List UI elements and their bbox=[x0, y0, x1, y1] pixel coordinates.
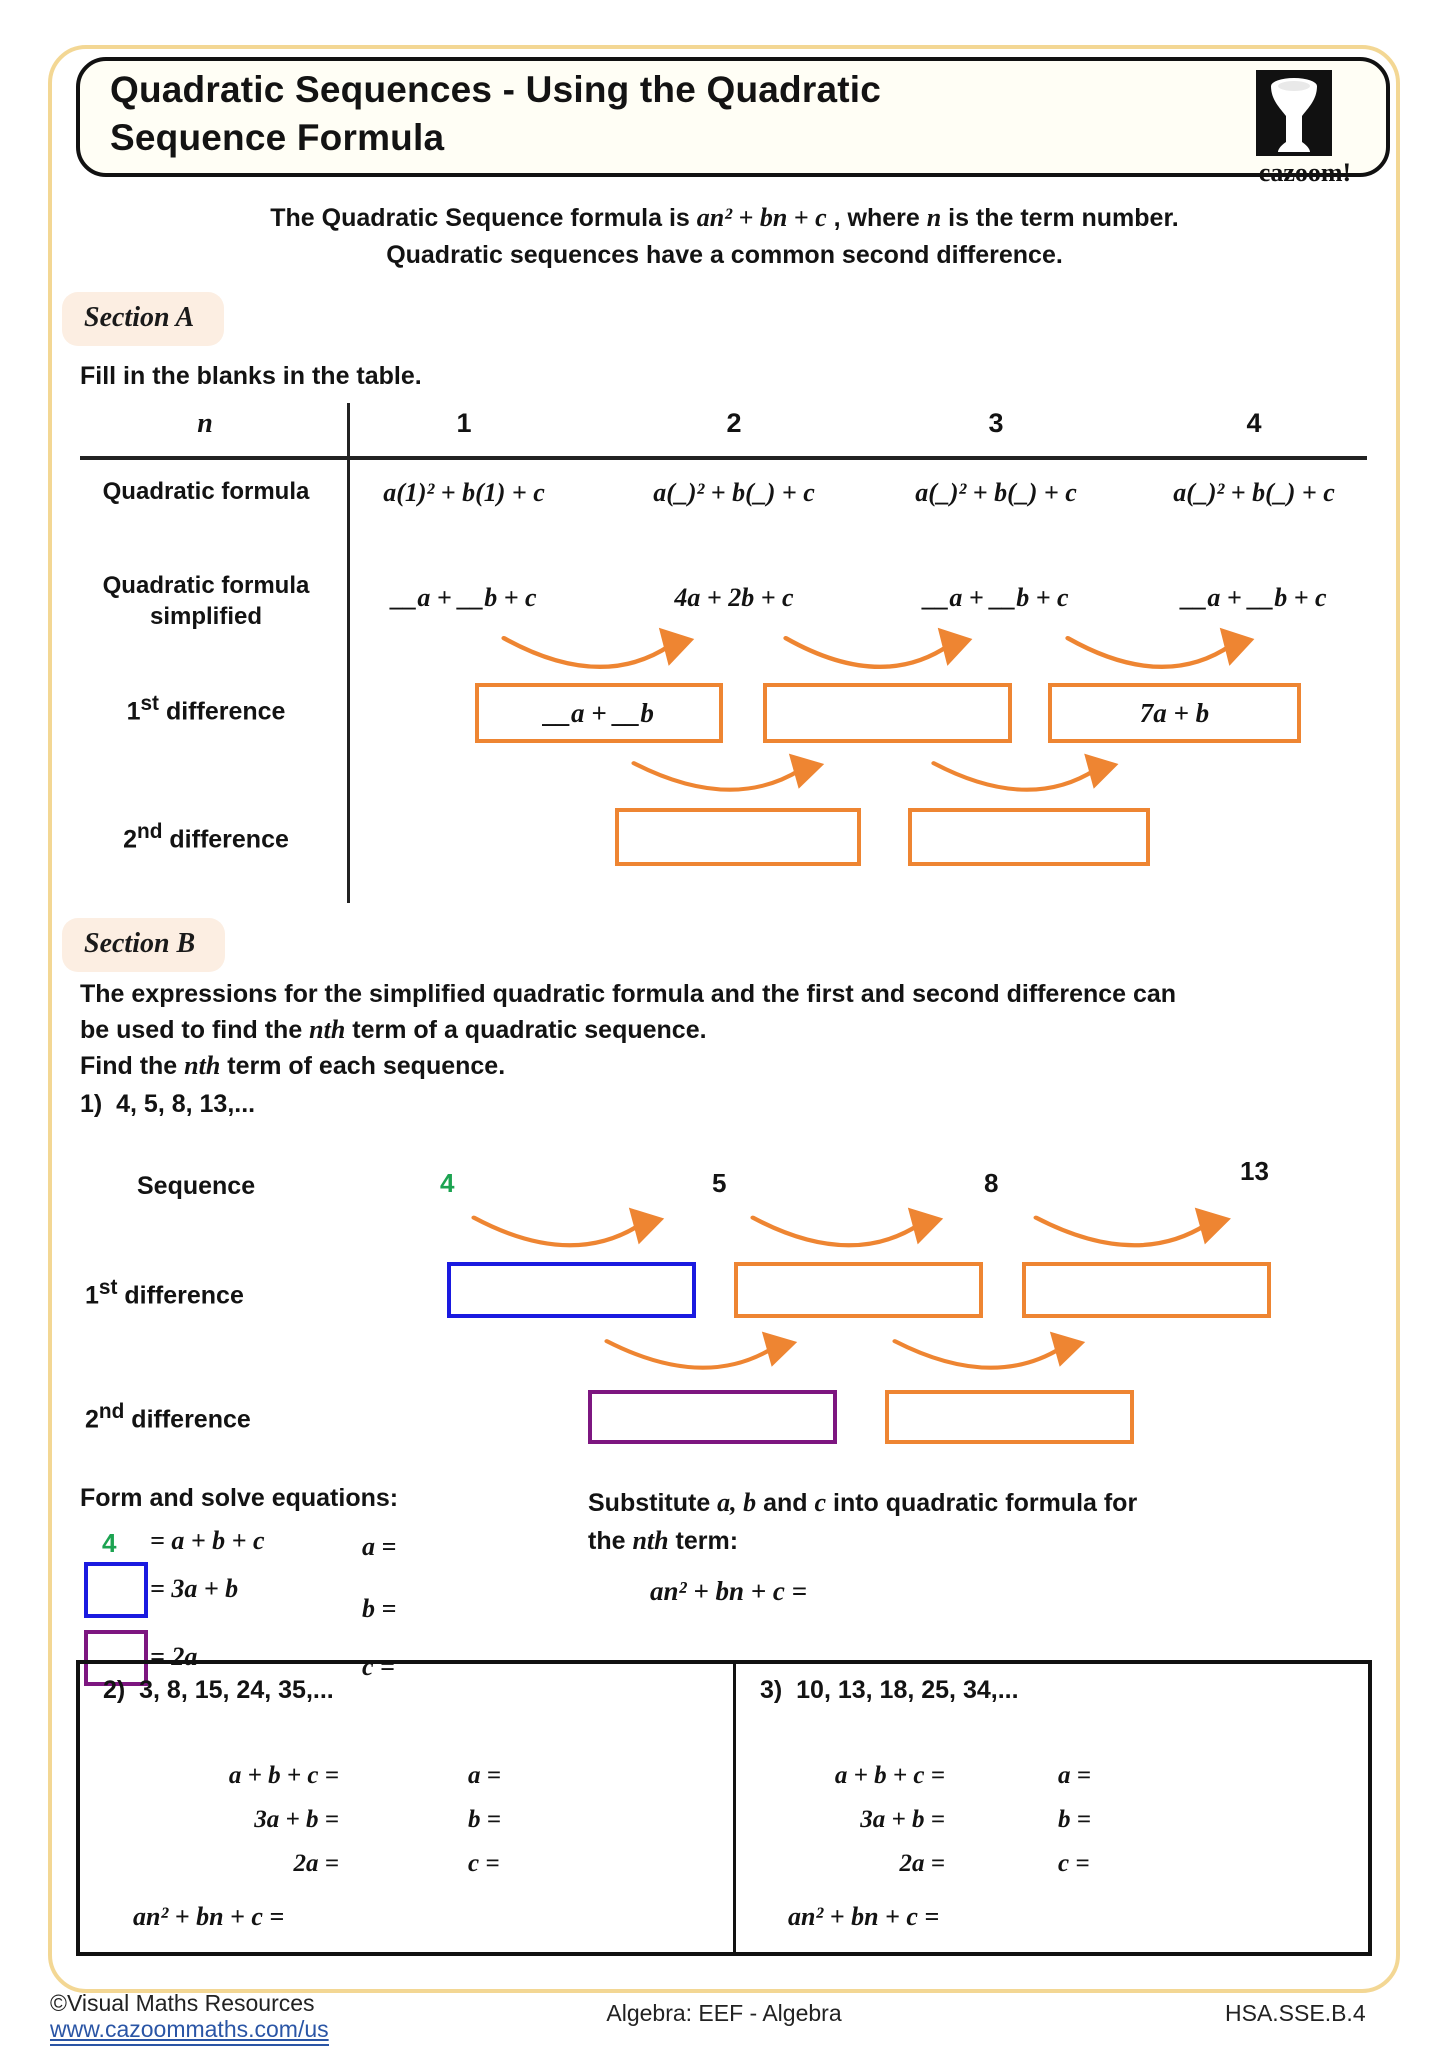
intro-text: The Quadratic Sequence formula is bbox=[270, 204, 697, 232]
footer-copyright: ©Visual Maths Resources bbox=[50, 1990, 315, 2016]
cell-quadratic-4: a(_)² + b(_) + c bbox=[1173, 478, 1335, 507]
section-b-label: Section B bbox=[62, 918, 225, 972]
q1-second-difference-box-2 bbox=[885, 1390, 1134, 1444]
table-header-1: 1 bbox=[456, 408, 472, 438]
form-solve-eq2-rhs: = 3a + b bbox=[150, 1574, 239, 1603]
curved-arrow-icon bbox=[928, 752, 1128, 800]
intro-line2: Quadratic sequences have a common second difference. bbox=[386, 241, 1063, 269]
drum-icon bbox=[1256, 70, 1332, 156]
row-label-simplified-line1: Quadratic formula bbox=[102, 572, 310, 599]
table-header-4: 4 bbox=[1246, 408, 1262, 438]
problem-2-var-a: a = bbox=[468, 1762, 501, 1789]
cell-quadratic-2: a(_)² + b(_) + c bbox=[653, 478, 815, 507]
intro-n: n bbox=[926, 203, 942, 232]
curved-arrow-icon bbox=[1030, 1206, 1241, 1256]
q1-first-difference-box-2 bbox=[734, 1262, 983, 1318]
curved-arrow-icon bbox=[628, 752, 834, 800]
form-solve-title: Form and solve equations: bbox=[80, 1484, 399, 1512]
form-solve-eq2-lhs-box bbox=[84, 1562, 148, 1618]
page-title-line1: Quadratic Sequences - Using the Quadratic bbox=[110, 69, 881, 110]
problem-3-final: an² + bn + c = bbox=[788, 1902, 940, 1931]
question-1-sequence: 4, 5, 8, 13,... bbox=[116, 1090, 256, 1118]
section-a-label: Section A bbox=[62, 292, 224, 346]
substitute-instructions bbox=[588, 1484, 1308, 1560]
problem-3-var-c: c = bbox=[1058, 1850, 1090, 1877]
cazoom-logo bbox=[1240, 66, 1370, 187]
problem-2-var-c: c = bbox=[468, 1850, 500, 1877]
cell-simplified-1: __a + __b + c bbox=[391, 583, 537, 612]
form-solve-eq1-rhs: = a + b + c bbox=[150, 1526, 265, 1555]
section-b-paragraph bbox=[80, 976, 1380, 1084]
problem-3-eq2: 3a + b = bbox=[860, 1806, 945, 1833]
section-a-instruction: Fill in the blanks in the table. bbox=[80, 362, 422, 390]
intro-formula: an² + bn + c bbox=[696, 203, 827, 232]
problem-2-eq3: 2a = bbox=[293, 1850, 339, 1877]
footer-category: Algebra: EEF - Algebra bbox=[606, 2000, 842, 2026]
problem-3-eq1: a + b + c = bbox=[834, 1762, 945, 1789]
curved-arrow-icon bbox=[747, 1206, 953, 1256]
form-solve-var-a: a = bbox=[362, 1532, 397, 1561]
row-label-simplified-line2: simplified bbox=[149, 603, 263, 630]
second-difference-box-2 bbox=[908, 808, 1150, 866]
problem-3-header: 3) 10, 13, 18, 25, 34,... bbox=[760, 1676, 1019, 1704]
problem-2-header: 2) 3, 8, 15, 24, 35,... bbox=[103, 1676, 334, 1704]
q1-first-difference-box-1 bbox=[447, 1262, 696, 1318]
first-difference-box-2 bbox=[763, 683, 1012, 743]
problem-2-eq2: 3a + b = bbox=[254, 1806, 339, 1833]
table-header-2: 2 bbox=[726, 408, 742, 438]
problem-2-eq1: a + b + c = bbox=[228, 1762, 339, 1789]
cell-quadratic-1: a(1)² + b(1) + c bbox=[383, 478, 545, 507]
intro-line1 bbox=[0, 203, 1449, 233]
table-header-n: n bbox=[197, 408, 213, 439]
curved-arrow-icon bbox=[889, 1330, 1095, 1378]
curved-arrow-icon bbox=[468, 1206, 674, 1256]
substitute-formula: an² + bn + c = bbox=[650, 1576, 808, 1606]
table-horizontal-line bbox=[80, 456, 1367, 460]
question-1-number: 1) bbox=[80, 1090, 103, 1118]
sequence-term-4: 13 bbox=[1240, 1156, 1269, 1186]
row-label-quadratic-formula: Quadratic formula bbox=[102, 478, 310, 505]
footer-url-link[interactable]: www.cazoommaths.com/us bbox=[50, 2016, 329, 2046]
question-1 bbox=[80, 1090, 255, 1119]
cell-simplified-4: __a + __b + c bbox=[1181, 583, 1327, 612]
q1-second-difference-label: 2nd difference bbox=[85, 1400, 251, 1434]
sequence-term-2: 5 bbox=[712, 1168, 727, 1198]
footer-standard-code: HSA.SSE.B.4 bbox=[1225, 2000, 1366, 2026]
problem-3-eq3: 2a = bbox=[899, 1850, 945, 1877]
row-label-first-difference: 1st difference bbox=[126, 692, 286, 726]
substitute-line2: the nth term: bbox=[588, 1526, 739, 1555]
table-header-3: 3 bbox=[988, 408, 1004, 438]
sequence-term-3: 8 bbox=[984, 1168, 999, 1198]
substitute-line1: Substitute a, b and c into quadratic formula for bbox=[588, 1488, 1138, 1517]
problem-3-var-b: b = bbox=[1058, 1806, 1091, 1833]
problem-3-var-a: a = bbox=[1058, 1762, 1091, 1789]
page-title-line2: Sequence Formula bbox=[110, 117, 445, 158]
problem-2-final: an² + bn + c = bbox=[133, 1902, 285, 1931]
cell-simplified-3: __a + __b + c bbox=[923, 583, 1069, 612]
page-title bbox=[110, 66, 1190, 162]
intro-text: , where bbox=[826, 204, 927, 232]
first-difference-box-3: 7a + b bbox=[1048, 683, 1301, 743]
curved-arrow-icon bbox=[498, 626, 704, 678]
q1-first-difference-label: 1st difference bbox=[85, 1276, 244, 1310]
form-solve-eq1-lhs: 4 bbox=[102, 1528, 117, 1558]
problem-2-var-b: b = bbox=[468, 1806, 501, 1833]
row-label-simplified bbox=[70, 570, 342, 632]
q1-first-difference-box-3 bbox=[1022, 1262, 1271, 1318]
curved-arrow-icon bbox=[601, 1330, 807, 1378]
row-label-second-difference: 2nd difference bbox=[123, 820, 289, 854]
curved-arrow-icon bbox=[1062, 626, 1264, 678]
problems-divider bbox=[733, 1660, 736, 1956]
q1-second-difference-box-1 bbox=[588, 1390, 837, 1444]
cell-quadratic-3: a(_)² + b(_) + c bbox=[915, 478, 1077, 507]
sequence-term-1: 4 bbox=[440, 1168, 455, 1198]
first-difference-box-1: __a + __b bbox=[475, 683, 723, 743]
curved-arrow-icon bbox=[780, 626, 982, 678]
sequence-row-label: Sequence bbox=[137, 1172, 256, 1200]
para-line2: be used to find the nth term of a quadratic sequence. bbox=[80, 1015, 707, 1044]
form-solve-var-b: b = bbox=[362, 1594, 397, 1623]
form-solve-var-c: c = bbox=[362, 1652, 395, 1681]
intro-text: is the term number. bbox=[941, 204, 1179, 232]
logo-wordmark: cazoom! bbox=[1258, 158, 1352, 187]
para-line1: The expressions for the simplified quadratic formula and the first and second difference can bbox=[80, 980, 1177, 1008]
second-difference-box-1 bbox=[615, 808, 861, 866]
cell-simplified-2: 4a + 2b + c bbox=[674, 583, 794, 612]
form-solve-eq3-rhs: = 2a bbox=[150, 1642, 198, 1671]
para-line3: Find the nth term of each sequence. bbox=[80, 1051, 506, 1080]
